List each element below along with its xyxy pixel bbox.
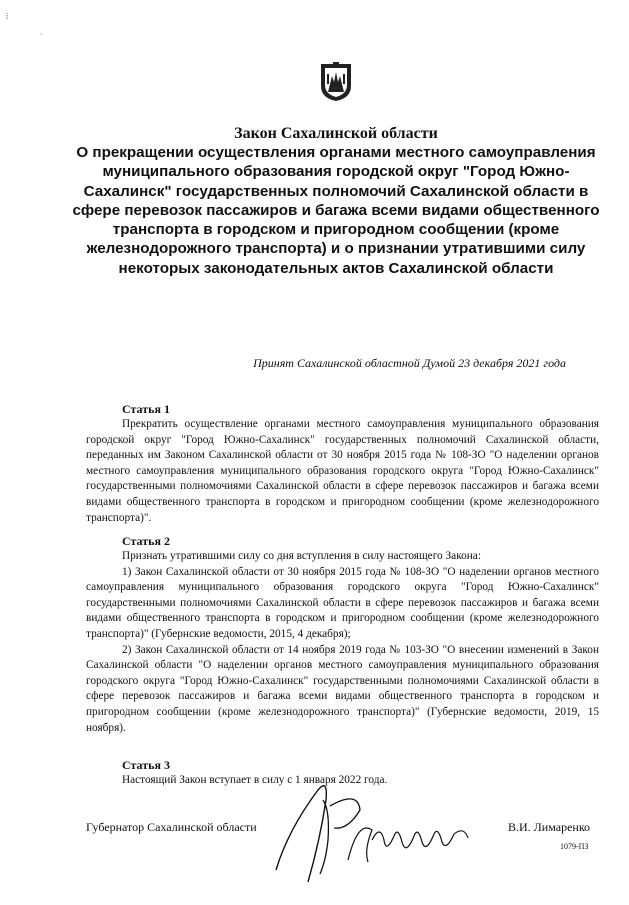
article-3-text: Настоящий Закон вступает в силу с 1 января 2022 года. (122, 774, 388, 786)
article-2-heading: Статья 2 (122, 534, 170, 548)
article-2 (86, 534, 599, 736)
article-3-heading: Статья 3 (122, 758, 170, 772)
scan-mark: · (40, 30, 43, 39)
governor-label: Губернатор Сахалинской области (86, 820, 257, 834)
article-2-item-1: 1) Закон Сахалинской области от 30 ноября 2015 года № 108-ЗО "О наделении органов местного самоуправления муниципального образования городского округа "Город Южно-Сахалинск" государственными полномочиями Сахалинской области в сфере перевозок пассажиров и багажа всеми видами общественного транспорта в городском и пригородном сообщении (кроме железнодорожного транспорта)" (Губернские ведомости, 2015, 4 декабря); (86, 565, 599, 640)
article-2-intro: Признать утратившими силу со дня вступления в силу настоящего Закона: (122, 550, 481, 562)
document-number: 1079-ПЗ (560, 842, 589, 851)
adoption-note: Принят Сахалинской областной Думой 23 декабря 2021 года (253, 356, 566, 370)
law-title-block (60, 124, 612, 278)
article-1 (86, 402, 599, 526)
article-1-heading: Статья 1 (122, 402, 170, 416)
scan-mark: ⁞ (6, 12, 9, 21)
law-title: О прекращении осуществления органами местного самоуправления муниципального образования городской округ "Город Южно-Сахалинск" государственных полномочий Сахалинской области в сфере перевозок пассажиров и багажа всеми видами общественного транспорта в городском и пригородном сообщении (кроме железнодорожного транспорта) и о признании утратившими силу некоторых законодательных актов Сахалинской области (72, 144, 600, 277)
article-1-text: Прекратить осуществление органами местного самоуправления муниципального образования городской округ "Город Южно-Сахалинск" государственных полномочий Сахалинской области, переданных им Законом Сахалинской области от 30 ноября 2015 года № 108-ЗО "О наделении органов местного самоуправления муниципального образования городского округа "Город Южно-Сахалинск" государственными полномочиями Сахалинской области в сфере перевозок пассажиров и багажа всеми видами общественного транспорта в городском и пригородном сообщении (кроме железнодорожного транспорта)". (86, 418, 599, 524)
governor-name: В.И. Лимаренко (508, 820, 591, 834)
law-name: Закон Сахалинской области (234, 125, 438, 142)
coat-of-arms-icon (319, 62, 353, 102)
article-2-item-2: 2) Закон Сахалинской области от 14 ноября 2019 года № 103-ЗО "О внесении изменений в Закон Сахалинской области "О наделении органов местного самоуправления муниципального образования городского округа "Город Южно-Сахалинск" государственными полномочиями Сахалинской области в сфере перевозок пассажиров и багажа всеми видами общественного транспорта в городском и пригородном сообщении (кроме железнодорожного транспорта)" (Губернские ведомости, 2019, 15 ноября). (86, 643, 599, 734)
signature-icon (268, 770, 478, 890)
